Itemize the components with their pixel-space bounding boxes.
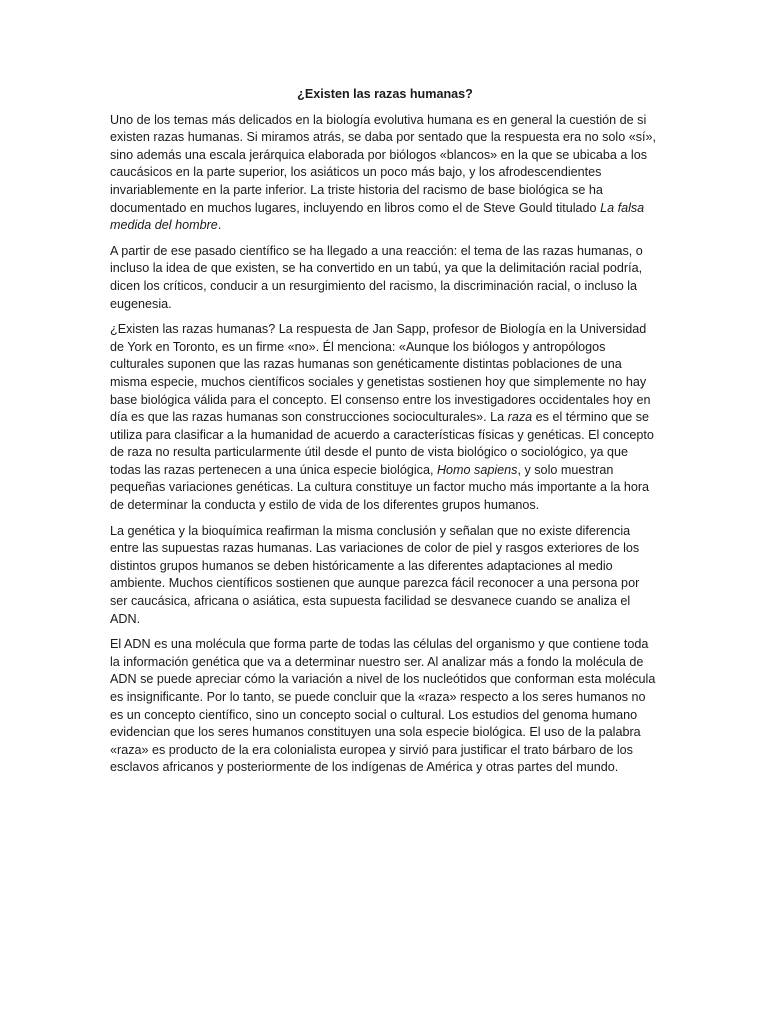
- book-title: La falsa medida del hombre: [110, 200, 645, 233]
- document-body: [110, 86, 660, 785]
- species-name: Homo sapiens: [436, 462, 518, 477]
- paragraph-3: [110, 321, 660, 515]
- term-raza: raza: [507, 410, 533, 425]
- paragraph-1-end: .: [217, 218, 222, 233]
- paragraph-3-text-b: es el término que se utiliza para clasificar a la humanidad de acuerdo a características físicas y genéticas. El concepto de raza no resulta particularmente útil desde el punto de vista biológico o sociológico, ya que todas las razas pertenecen a una única especie biológica,: [110, 410, 654, 477]
- paragraph-4: La genética y la bioquímica reafirman la misma conclusión y señalan que no existe diferencia entre las supuestas razas humanas. Las variaciones de color de piel y rasgos exteriores de los distintos grupos humanos se deben históricamente a las diferentes adaptaciones al medio ambiente. Muchos científicos sostienen que aunque parezca fácil reconocer a una persona por ser caucásica, africana o asiática, esta supuesta facilidad se desvanece cuando se analiza el ADN.: [110, 523, 640, 626]
- paragraph-1-text: Uno de los temas más delicados en la biología evolutiva humana es en general la cuestión de si existen razas humanas. Si miramos atrás, se daba por sentado que la respuesta era no solo «sí», sino además una escala jerárquica elaborada por biólogos «blancos» en la que se ubicaba a los caucásicos en la parte superior, los asiáticos un poco más bajo, y los afrodescendientes invariablemente en la parte inferior. La triste historia del racismo de base biológica se ha documentado en muchos lugares, incluyendo en libros como el de Steve Gould titulado: [110, 112, 657, 215]
- paragraph-5: El ADN es una molécula que forma parte de todas las células del organismo y que contiene toda la información genética que va a determinar nuestro ser. Al analizar más a fondo la molécula de ADN se puede apreciar cómo la variación a nivel de los nucleótidos que conforman esta molécula es insignificante. Por lo tanto, se puede concluir que la «raza» respecto a los seres humanos no es un concepto científico, sino un concepto social o cultural. Los estudios del genoma humano evidencian que los seres humanos constituyen una sola especie biológica. El uso de la palabra «raza» es producto de la era colonialista europea y sirvió para justificar el trato bárbaro de los esclavos africanos y posteriormente de los indígenas de América y otras partes del mundo.: [110, 637, 656, 775]
- paragraph-1: [110, 112, 660, 235]
- paragraph-3-text-c: , y solo muestran pequeñas variaciones genéticas. La cultura constituye un factor mucho más importante a la hora de determinar la conducta y estilo de vida de los diferentes grupos humanos.: [110, 462, 650, 513]
- document-title: ¿Existen las razas humanas?: [297, 87, 473, 101]
- paragraph-2: A partir de ese pasado científico se ha llegado a una reacción: el tema de las razas humanas, o incluso la idea de que existen, se ha convertido en un tabú, ya que la delimitación racial podría, dicen los críticos, conducir a un resurgimiento del racismo, la discriminación racial, o incluso la eugenesia.: [110, 243, 643, 311]
- paragraph-3-text-a: ¿Existen las razas humanas? La respuesta de Jan Sapp, profesor de Biología en la Universidad de York en Toronto, es un firme «no». Él menciona: «Aunque los biólogos y antropólogos culturales suponen que las razas humanas son genéticamente distintas poblaciones de una misma especie, muchos científicos sociales y genetistas sostienen hoy que simplemente no hay base biológica válida para el concepto. El consenso entre los investigadores occidentales hoy en día es que las razas humanas son construcciones socioculturales». La: [110, 322, 651, 425]
